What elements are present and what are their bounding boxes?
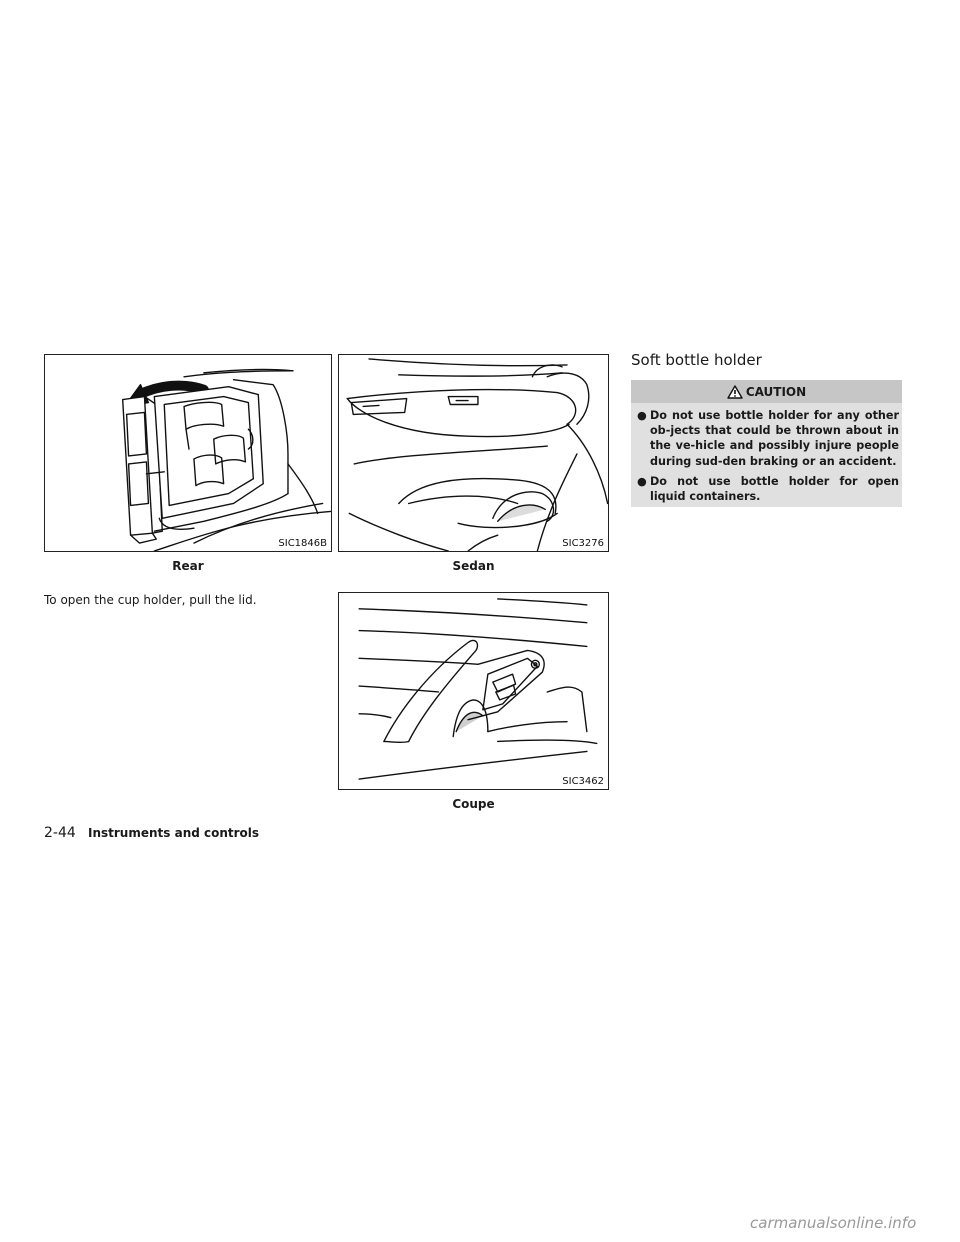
page-number: 2-44 <box>44 825 76 841</box>
figure-code-sedan: SIC3276 <box>562 538 604 549</box>
caution-item-text: Do not use bottle holder for any other ob-jects that could be thrown about in the ve-hicle and possibly injure people during sud-den braking or an accident. <box>650 409 899 468</box>
figure-code-coupe: SIC3462 <box>562 776 604 787</box>
caution-item <box>637 474 899 504</box>
chapter-title: Instruments and controls <box>88 826 260 840</box>
instruction-text: To open the cup holder, pull the lid. <box>44 593 257 607</box>
figure-coupe <box>338 592 609 790</box>
caution-title: CAUTION <box>745 384 807 399</box>
figure-caption-coupe: Coupe <box>452 797 495 811</box>
warning-triangle-icon <box>727 385 743 399</box>
watermark-text: carmanualsonline.info <box>750 1214 917 1232</box>
rear-cup-holder-illustration <box>45 355 331 551</box>
caution-box <box>631 380 902 507</box>
coupe-door-illustration <box>339 593 608 789</box>
section-heading: Soft bottle holder <box>631 351 762 369</box>
figure-sedan <box>338 354 609 552</box>
bullet-icon: ● <box>637 475 647 488</box>
bullet-icon: ● <box>637 409 647 422</box>
caution-item-text: Do not use bottle holder for open liquid containers. <box>650 475 899 504</box>
sedan-door-illustration <box>339 355 608 551</box>
figure-caption-sedan: Sedan <box>452 559 495 573</box>
figure-code-rear: SIC1846B <box>278 538 327 549</box>
caution-header <box>631 380 902 403</box>
figure-rear <box>44 354 332 552</box>
figure-caption-rear: Rear <box>172 559 204 573</box>
caution-item <box>637 408 899 469</box>
